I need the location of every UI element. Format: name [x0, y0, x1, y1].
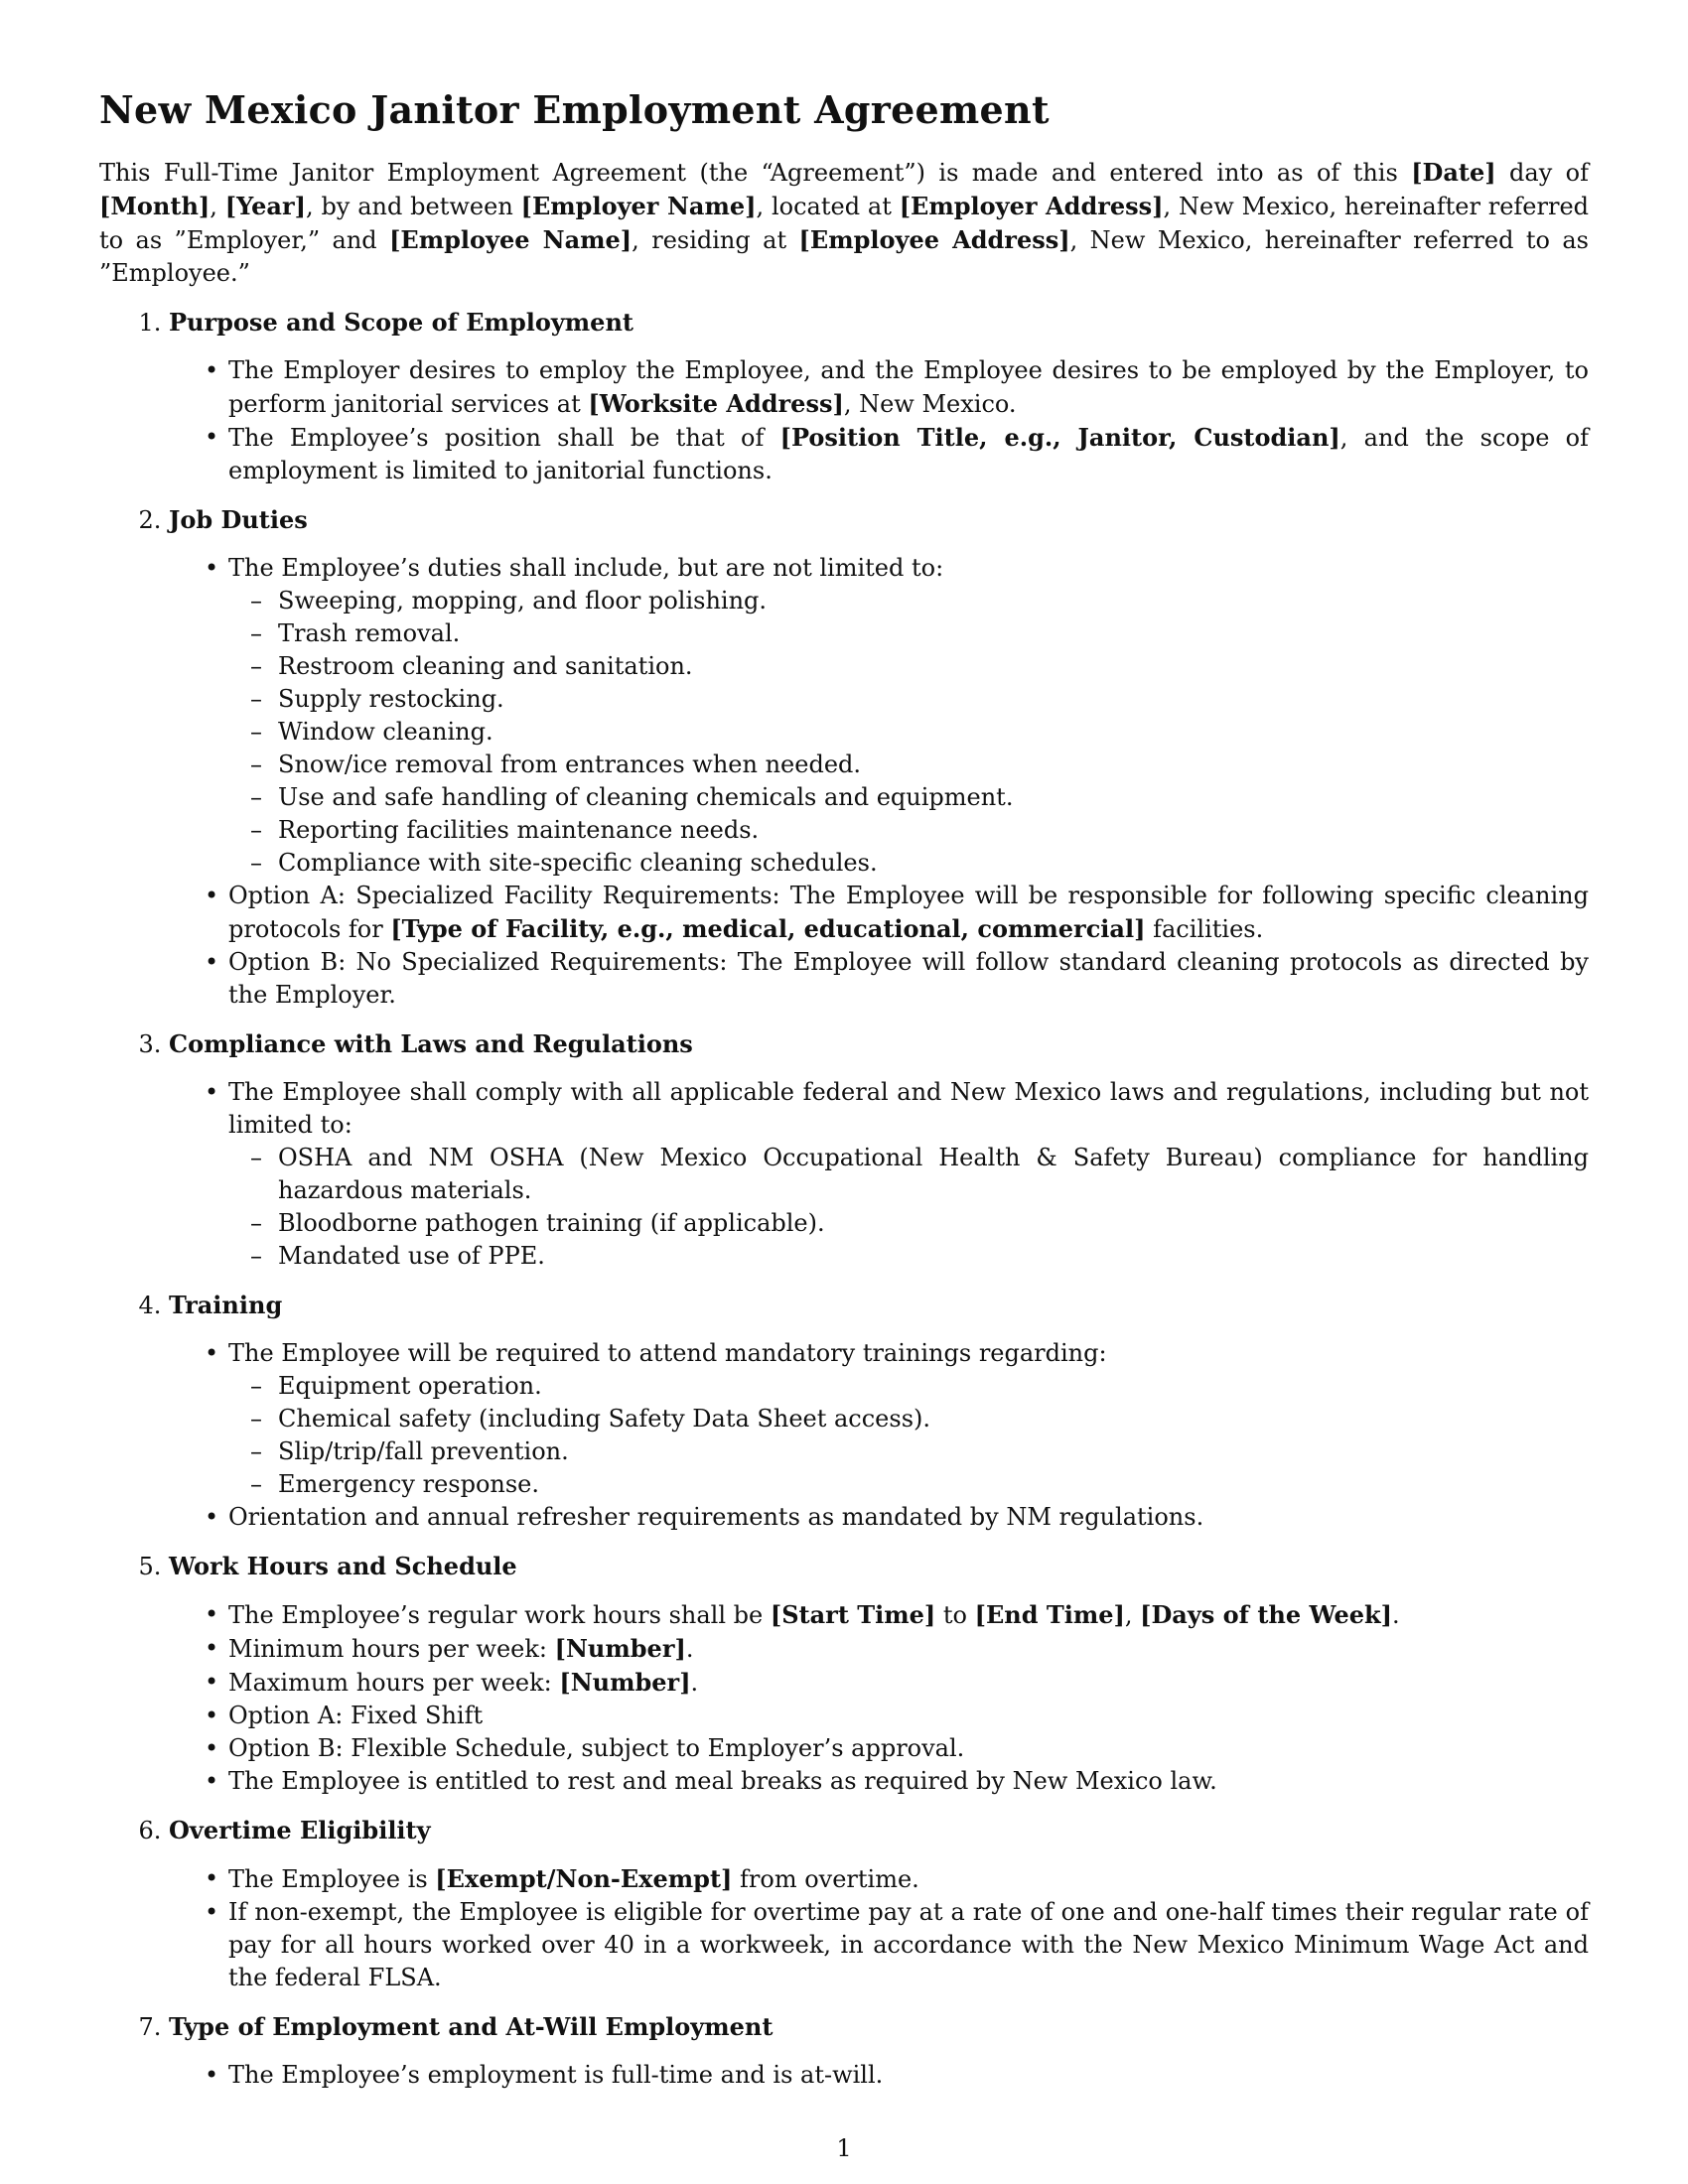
min-hours-placeholder: [Number]: [554, 1634, 686, 1663]
item-text: The Employee will be required to attend mandatory trainings regarding:: [228, 1339, 1107, 1367]
item-text: Option A: Specialized Facility Requirements: The Employee will be responsible for following specific cleaning protocols for: [228, 882, 1589, 943]
list-item: [228, 1076, 1589, 1273]
list-item: • The Employee’s employment is full-time and is at-will.: [228, 2059, 1589, 2092]
document-body: [99, 87, 1589, 2108]
intro-text: ,: [210, 193, 225, 220]
item-text: , New Mexico.: [843, 390, 1017, 418]
section-training: [169, 1289, 1589, 1534]
list-item: [228, 880, 1589, 946]
employee-name-placeholder: [Employee Name]: [389, 225, 633, 254]
duty-item: – Use and safe handling of cleaning chemicals and equipment.: [278, 781, 1589, 814]
item-text: to: [935, 1601, 975, 1629]
item-text: .: [690, 1669, 699, 1697]
start-time-placeholder: [Start Time]: [770, 1600, 936, 1629]
employer-address-placeholder: [Employer Address]: [899, 192, 1164, 220]
duty-item: – Restroom cleaning and sanitation.: [278, 650, 1589, 683]
intro-text: , residing at: [632, 226, 799, 254]
training-item: – Chemical safety (including Safety Data Sheet access).: [278, 1403, 1589, 1435]
bullet-list: [169, 1862, 1589, 1994]
sections-list: [99, 306, 1589, 2092]
duty-item: – Snow/ice removal from entrances when needed.: [278, 749, 1589, 781]
max-hours-placeholder: [Number]: [559, 1668, 691, 1697]
list-item: • The Employee is entitled to rest and meal breaks as required by New Mexico law.: [228, 1765, 1589, 1798]
section-employment-type: [169, 2010, 1589, 2092]
item-text: The Employee’s position shall be that of: [228, 424, 780, 452]
item-text: The Employee shall comply with all applicable federal and New Mexico laws and regulations, including but not limited to:: [228, 1078, 1589, 1139]
section-title: Compliance with Laws and Regulations: [169, 1029, 693, 1058]
compliance-item: – OSHA and NM OSHA (New Mexico Occupational Health & Safety Bureau) compliance for handling hazardous materials.: [278, 1142, 1589, 1207]
list-item: • Option B: Flexible Schedule, subject to Employer’s approval.: [228, 1732, 1589, 1765]
item-text: The Employee’s regular work hours shall be: [228, 1601, 771, 1629]
item-text: The Employee is: [228, 1865, 436, 1893]
bullet-list: [169, 1076, 1589, 1273]
section-purpose: [169, 306, 1589, 487]
end-time-placeholder: [End Time]: [974, 1600, 1125, 1629]
document-title: New Mexico Janitor Employment Agreement: [99, 87, 1050, 132]
list-item: • Orientation and annual refresher requirements as mandated by NM regulations.: [228, 1501, 1589, 1534]
month-placeholder: [Month]: [99, 192, 211, 220]
list-item: [228, 1666, 1589, 1700]
item-text: ,: [1124, 1601, 1141, 1629]
item-text: .: [685, 1635, 694, 1663]
position-placeholder: [Position Title, e.g., Janitor, Custodian]: [779, 423, 1340, 452]
section-title: Training: [169, 1291, 283, 1319]
bullet-list: [169, 354, 1589, 487]
intro-text: , by and between: [305, 193, 521, 220]
duty-item: – Reporting facilities maintenance needs.: [278, 814, 1589, 847]
item-text: Maximum hours per week:: [228, 1669, 560, 1697]
list-item: [228, 354, 1589, 421]
item-text: Minimum hours per week:: [228, 1635, 555, 1663]
item-text: The Employer desires to employ the Employee, and the Employee desires to be employed by the Employer, to perform janitorial services at: [228, 356, 1589, 418]
year-placeholder: [Year]: [224, 192, 306, 220]
section-compliance: [169, 1027, 1589, 1273]
section-work-hours: [169, 1550, 1589, 1798]
list-item: [228, 421, 1589, 487]
date-placeholder: [Date]: [1411, 158, 1496, 187]
list-item: [228, 1598, 1589, 1632]
item-text: , and the scope of employment is limited to janitorial functions.: [228, 424, 1589, 484]
days-placeholder: [Days of the Week]: [1140, 1600, 1393, 1629]
intro-paragraph: [99, 156, 1589, 290]
bullet-list: [169, 2059, 1589, 2092]
training-item: – Slip/trip/fall prevention.: [278, 1435, 1589, 1468]
intro-text: day of: [1495, 159, 1590, 187]
compliance-list: [228, 1142, 1589, 1273]
intro-text: This Full-Time Janitor Employment Agreement (the “Agreement”) is made and entered into as of this: [99, 159, 1412, 187]
section-title: Purpose and Scope of Employment: [169, 308, 633, 337]
employee-address-placeholder: [Employee Address]: [798, 225, 1070, 254]
item-text: The Employee’s duties shall include, but are not limited to:: [228, 554, 944, 582]
intro-text: , New Mexico, hereinafter referred to as ”Employer,” and: [99, 193, 1590, 254]
compliance-item: – Mandated use of PPE.: [278, 1240, 1589, 1273]
section-title: Type of Employment and At-Will Employment: [169, 2012, 774, 2041]
training-item: – Emergency response.: [278, 1468, 1589, 1501]
section-overtime: [169, 1814, 1589, 1994]
section-title: Work Hours and Schedule: [169, 1552, 517, 1580]
list-item: • Option A: Fixed Shift: [228, 1700, 1589, 1732]
training-list: [228, 1370, 1589, 1501]
exempt-status-placeholder: [Exempt/Non-Exempt]: [435, 1864, 733, 1893]
compliance-item: – Bloodborne pathogen training (if applicable).: [278, 1207, 1589, 1240]
list-item: • If non-exempt, the Employee is eligible for overtime pay at a rate of one and one-half times their regular rate of pay for all hours worked over 40 in a workweek, in accordance with the New Mexico Minimum Wage Act and the federal FLSA.: [228, 1896, 1589, 1994]
item-text: from overtime.: [732, 1865, 919, 1893]
worksite-placeholder: [Worksite Address]: [588, 389, 844, 418]
section-job-duties: [169, 503, 1589, 1012]
training-item: – Equipment operation.: [278, 1370, 1589, 1403]
list-item: [228, 1862, 1589, 1896]
bullet-list: [169, 552, 1589, 1012]
duty-item: – Window cleaning.: [278, 716, 1589, 749]
duty-item: – Supply restocking.: [278, 683, 1589, 716]
intro-text: , located at: [756, 193, 900, 220]
page-number: 1: [836, 2134, 852, 2162]
list-item: [228, 1632, 1589, 1666]
facility-placeholder: [Type of Facility, e.g., medical, educational, commercial]: [390, 914, 1146, 943]
section-title: Overtime Eligibility: [169, 1816, 431, 1844]
duty-item: – Sweeping, mopping, and floor polishing.: [278, 585, 1589, 617]
item-text: .: [1392, 1601, 1400, 1629]
section-title: Job Duties: [169, 505, 308, 534]
item-text: facilities.: [1145, 915, 1264, 943]
bullet-list: [169, 1337, 1589, 1534]
intro-text: , New Mexico, hereinafter referred to as ”Employee.”: [99, 226, 1589, 287]
employer-name-placeholder: [Employer Name]: [520, 192, 757, 220]
duties-list: [228, 585, 1589, 880]
list-item: [228, 1337, 1589, 1501]
bullet-list: [169, 1598, 1589, 1798]
list-item: • Option B: No Specialized Requirements: The Employee will follow standard cleaning protocols as directed by the Employer.: [228, 946, 1589, 1012]
duty-item: – Trash removal.: [278, 617, 1589, 650]
duty-item: – Compliance with site-specific cleaning schedules.: [278, 847, 1589, 880]
list-item: [228, 552, 1589, 880]
